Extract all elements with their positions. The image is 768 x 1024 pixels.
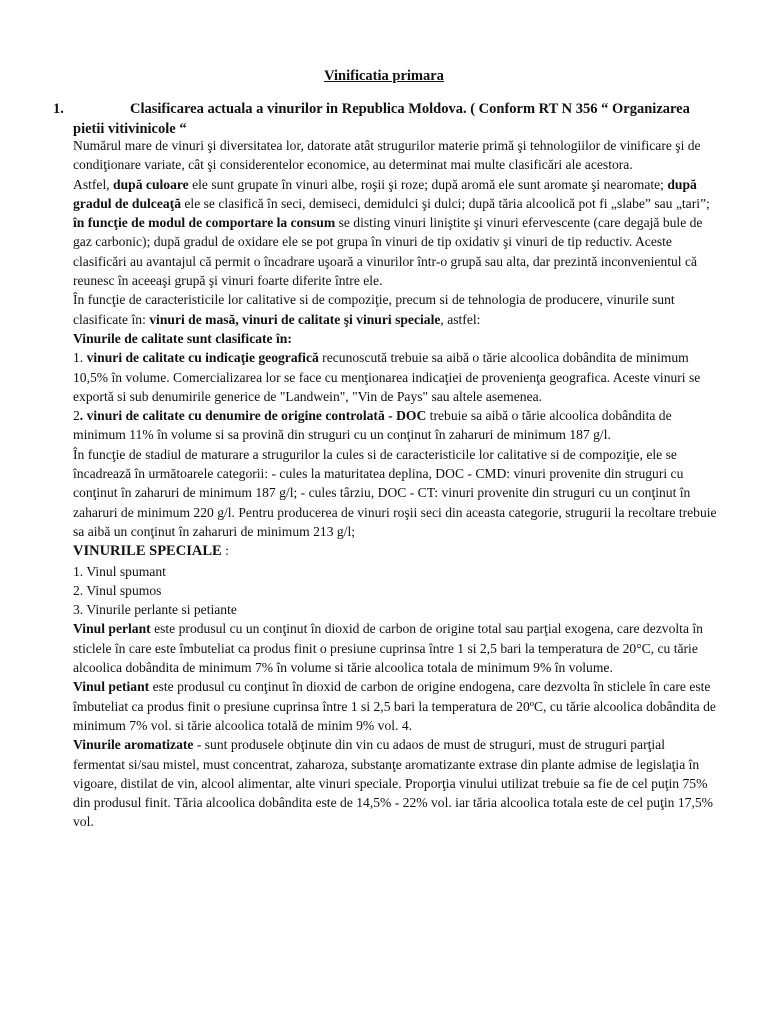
document-title: Vinificatia primara	[324, 68, 444, 84]
paragraph-geo-indication	[73, 348, 718, 406]
paragraph-intro: Numărul mare de vinuri şi diversitatea lor, datorate atât strugurilor materie primă şi tehnologiilor de vinificare şi de condiţionare variate, cât şi considerentelor economice, au determinat mai multe clasificări ale acestora.	[73, 138, 701, 173]
text-span: În funcţie de caracteristicile lor calitative si de compoziţie, precum si de tehnologia de producere, vinurile sunt clasificate în:	[73, 292, 675, 327]
list-item: 2. Vinul spumos	[73, 582, 162, 598]
text-span: este produsul cu conţinut în dioxid de carbon de origine endogena, care dezvolta în sticlele în care este îmbuteliat ca produs finit o presiune cuprinsa între 1 si 2,5 bari la temperatura de 20ºC, cu tărie alcoolica dobândita de minimum 7% vol. si tărie alcoolica totală de minim 9% vol. 4.	[73, 679, 716, 733]
paragraph-classification	[73, 175, 718, 291]
bold-term: vinuri de masă, vinuri de calitate şi vinuri speciale	[149, 311, 441, 327]
paragraph-categories	[73, 290, 718, 329]
text-span: recunoscută trebuie sa aibă o tărie alcoolica dobândita de minimum 10,5% în volume. Comercializarea lor se face cu menţionarea indicaţiei de provenienţa geografica. Aceste vinuri se exportă si sub denumirile generice de "Landwein", "Vin de Pays" sau altele asemenea.	[73, 350, 701, 404]
bold-term: vinuri de calitate cu indicaţie geografică	[86, 350, 319, 366]
document-body	[73, 136, 718, 832]
list-item: 3. Vinurile perlante si petiante	[73, 602, 237, 618]
bold-term: după gradul de dulceaţă	[73, 176, 697, 211]
list-item: 1. Vinul spumant	[73, 563, 166, 579]
bold-term: după culoare	[113, 176, 189, 192]
text-span: Astfel,	[73, 176, 114, 192]
section-number: 1.	[53, 101, 64, 117]
text-span: este produsul cu un conţinut în dioxid de carbon de origine total sau parţial exogena, care dezvolta în sticlele în care este îmbuteliat ca produs finit o presiune cuprinsa între 1 si 2,5 bari la temperatura de 20°C, cu tărie alcoolica dobândita de minimum 7% în volume si tărie alcoolica totala de minimum 9% în volume.	[73, 621, 703, 676]
section-heading	[53, 99, 718, 139]
text-span: :	[221, 543, 229, 559]
paragraph-petiant	[73, 677, 718, 735]
text-span: se disting vinuri liniştite şi vinuri efervescente (care degajă bule de gaz carbonic); după gradul de oxidare ele se pot grupa în vinuri de tip oxidativ şi vinuri de tip reductiv. Aceste clasificări au avantajul că permit o încadrare uşoară a vinurilor într-o grupă sau alta, dar prezintă inconvenientul că reunesc în aceeaşi grupă şi vinuri foarte diferite între ele.	[73, 215, 703, 289]
text-span: ele se clasifică în seci, demiseci, demidulci şi dulci; după tăria alcoolică pot fi „slabe” sau „tari”;	[181, 195, 710, 211]
text-span: 1.	[73, 350, 87, 366]
bold-term: Vinurile aromatizate	[73, 737, 194, 753]
paragraph-maturation: În funcţie de stadiul de maturare a strugurilor la cules si de caracteristicile lor calitative si de compoziţie, ele se încadrează în următoarele categorii: - cules la maturitatea deplina, DOC - CMD: vinuri provenite din struguri cu conţinut în zaharuri de minimum 187 g/l; - cules târziu, DOC - CT: vinuri provenite din struguri cu un conţinut în zaharuri de minimum 220 g/l. Pentru producerea de vinuri roşii seci din aceasta categorie, strugurii la recoltare trebuie sa aibă un conţinut în zaharuri de minimum 213 g/l;	[73, 446, 717, 539]
text-span: - sunt produsele obţinute din vin cu adaos de must de struguri, must de struguri parţial fermentat si/sau mistel, must concentrat, zaharoza, substanţe aromatizante extrase din plante admise de legislaţia în vigoare, distilat de vin, alcool alimentar, alte vinuri speciale. Proporţia vinului utilizat trebuie sa fie de cel puţin 75% din produsul finit. Tăria alcoolica dobândita este de 14,5% - 22% vol. iar tăria alcoolica totala este de cel puţin 17,5% vol.	[73, 737, 713, 830]
subheading-quality-wines: Vinurile de calitate sunt clasificate în:	[73, 330, 292, 346]
paragraph-aromatized	[73, 735, 718, 831]
bold-term: Vinul petiant	[73, 679, 150, 695]
text-span: ele sunt grupate în vinuri albe, roşii şi roze; după aromă ele sunt aromate şi nearomate;	[188, 176, 668, 192]
text-span: 2	[73, 408, 80, 424]
bold-term: în funcţie de modul de comportare la consum	[73, 215, 336, 231]
paragraph-doc	[73, 406, 718, 445]
text-span: , astfel:	[440, 311, 481, 327]
bold-term: Vinul perlant	[73, 621, 151, 637]
section-heading-text: Clasificarea actuala a vinurilor in Republica Moldova. ( Conform RT N 356 “ Organizarea pietii vitivinicole “	[73, 101, 690, 137]
text-span: trebuie sa aibă o tărie alcoolica dobândita de minimum 11% în volume si sa provină din struguri cu un conţinut în zaharuri de minimum 187 g/l.	[73, 408, 672, 443]
subheading-special-wines	[73, 541, 718, 561]
paragraph-perlant	[73, 619, 718, 677]
bold-term: VINURILE SPECIALE	[73, 543, 222, 560]
bold-term: . vinuri de calitate cu denumire de origine controlată - DOC	[79, 408, 427, 424]
